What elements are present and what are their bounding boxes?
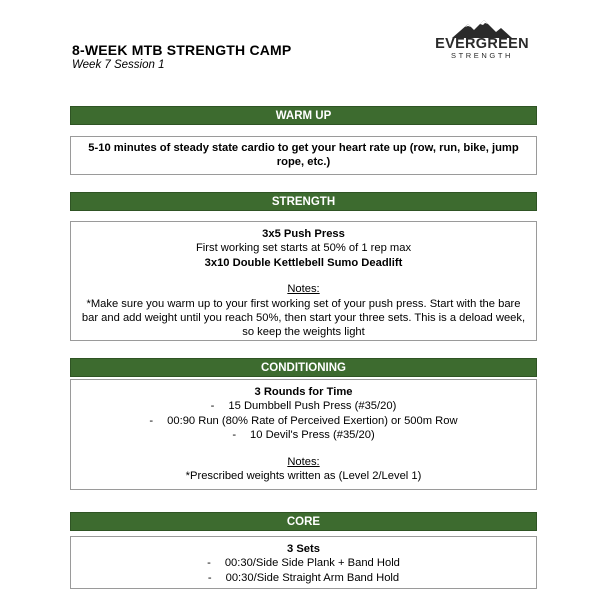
list-item: - 10 Devil's Press (#35/20) — [232, 429, 375, 442]
section-box-strength — [70, 221, 537, 341]
list-item: - 00:90 Run (80% Rate of Perceived Exertion) or 500m Row — [149, 414, 458, 427]
section-box-conditioning — [70, 379, 537, 490]
core-title: 3 Sets — [287, 543, 320, 555]
strength-notes-text: *Make sure you warm up to your first working set of your push press. Start with the bare bar and add weight until you reach 50%, then start your three sets. This is a deload week, so keep the weights light — [81, 297, 526, 339]
conditioning-title: 3 Rounds for Time — [254, 386, 353, 398]
strength-notes-label: Notes: — [287, 283, 320, 296]
section-box-warmup — [70, 136, 537, 175]
section-header-strength: STRENGTH — [70, 192, 537, 211]
warmup-text: 5-10 minutes of steady state cardio to get your heart rate up (row, run, bike, jump rope, etc.) — [88, 142, 519, 169]
list-item: - 00:30/Side Straight Arm Band Hold — [207, 571, 400, 584]
logo-word-strength: STRENGTH — [450, 51, 514, 60]
section-header-conditioning: CONDITIONING — [70, 358, 537, 377]
strength-line-1: 3x5 Push Press — [262, 228, 345, 240]
logo-word-evergreen: EVERGREEN — [435, 36, 529, 52]
conditioning-notes-label: Notes: — [287, 455, 320, 468]
page-title: 8-WEEK MTB STRENGTH CAMP — [72, 42, 292, 58]
page-subtitle: Week 7 Session 1 — [72, 59, 165, 71]
list-item: - 15 Dumbbell Push Press (#35/20) — [210, 400, 397, 413]
evergreen-logo — [434, 20, 530, 66]
list-item: - 00:30/Side Side Plank + Band Hold — [207, 557, 400, 570]
section-header-warmup: WARM UP — [70, 106, 537, 125]
section-header-core: CORE — [70, 512, 537, 531]
section-box-core — [70, 536, 537, 589]
conditioning-notes-text: *Prescribed weights written as (Level 2/Level 1) — [185, 470, 422, 483]
strength-line-2: First working set starts at 50% of 1 rep max — [195, 242, 412, 255]
strength-line-3: 3x10 Double Kettlebell Sumo Deadlift — [204, 256, 403, 269]
